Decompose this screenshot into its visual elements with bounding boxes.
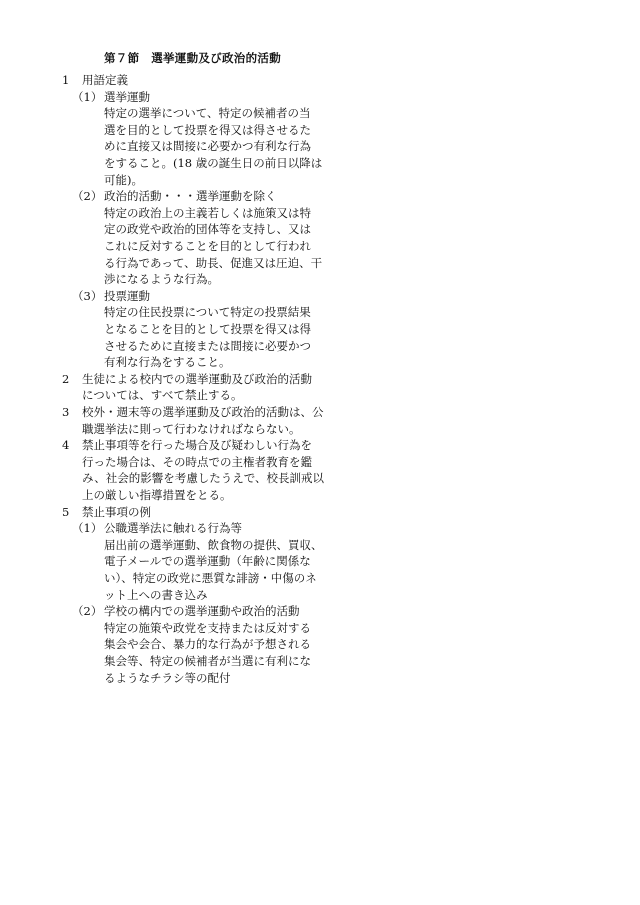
subsection-text-line: 特定の住民投票について特定の投票結果 [104,305,311,320]
subsection-text-line: 有利な行為をすること。 [104,355,231,370]
subsection-number: （2） [72,604,103,619]
subsection-heading: 投票運動 [104,288,150,303]
section-text-line: 職選挙法に則って行わなければならない。 [82,421,301,436]
section-heading: 用語定義 [82,73,128,87]
section-text-line: 上の厳しい指導措置をとる。 [82,488,232,502]
subsection-text-line: 特定の政治上の主義若しくは施策又は特 [104,205,311,220]
subsection-text-line: 集会等、特定の候補者が当選に有利にな [104,654,311,668]
subsection-text-line: 届出前の選挙運動、飲食物の提供、買収、 [104,537,323,552]
section-number: 1 [62,73,70,87]
section-heading: 禁止事項の例 [82,504,151,519]
subsection-heading: 学校の構内での選挙運動や政治的活動 [104,604,300,619]
subsection-text-line: るようなチラシ等の配付 [104,670,231,685]
page-title: 第７節 選挙運動及び政治的活動 [104,51,281,65]
subsection-text-line: めに直接又は間接に必要かつ有利な行為 [104,139,311,154]
subsection-text-line: となることを目的として投票を得又は得 [104,322,311,336]
subsection-text-line: これに反対することを目的として行われ [104,239,311,253]
subsection-text-line: い）、特定の政党に悪質な誹謗・中傷のネ [104,571,317,585]
subsection-heading: 公職選挙法に触れる行為等 [104,521,242,536]
subsection-text-line: 集会や会合、暴力的な行為が予想される [104,637,311,652]
subsection-text-line: ット上への書き込み [104,587,208,602]
subsection-heading: 政治的活動・・・選挙運動を除く [104,189,277,204]
subsection-text-line: 可能)。 [104,172,143,187]
subsection-text-line: 選を目的として投票を得又は得させるた [104,122,311,137]
subsection-text-line: る行為であって、助長、促進又は圧迫、干 [104,255,323,270]
section-number: 4 [62,438,70,453]
subsection-text-line: 渉になるような行為。 [104,272,219,287]
subsection-text-line: をすること。(18 歳の誕生日の前日以降は [104,156,323,170]
subsection-text-line: 定の政党や政治的団体等を支持し、又は [104,222,311,237]
section-number: 2 [62,371,70,386]
section-number: 5 [62,504,70,519]
section-text-line: 禁止事項等を行った場合及び疑わしい行為を [82,438,312,453]
subsection-text-line: 特定の施策や政党を支持または反対する [104,620,311,635]
section-number: 3 [62,405,70,419]
subsection-number: （1） [72,89,103,104]
section-text-line: については、すべて禁止する。 [82,388,243,403]
subsection-text-line: 電子メールでの選挙運動（年齢に関係な [104,554,311,569]
section-text-line: 行った場合は、その時点での主権者教育を鑑 [82,454,312,469]
subsection-text-line: 特定の選挙について、特定の候補者の当 [104,106,311,121]
section-text-line: 生徒による校内での選挙運動及び政治的活動 [82,371,312,386]
section-text-line: 校外・週末等の選挙運動及び政治的活動は、公 [82,405,324,419]
section-text-line: み、社会的影響を考慮したうえで、校長訓戒以 [82,471,324,486]
subsection-heading: 選挙運動 [104,89,150,104]
subsection-text-line: させるために直接または間接に必要かつ [104,338,311,353]
subsection-number: （3） [72,288,103,303]
subsection-number: （1） [72,521,103,536]
subsection-number: （2） [72,189,103,204]
